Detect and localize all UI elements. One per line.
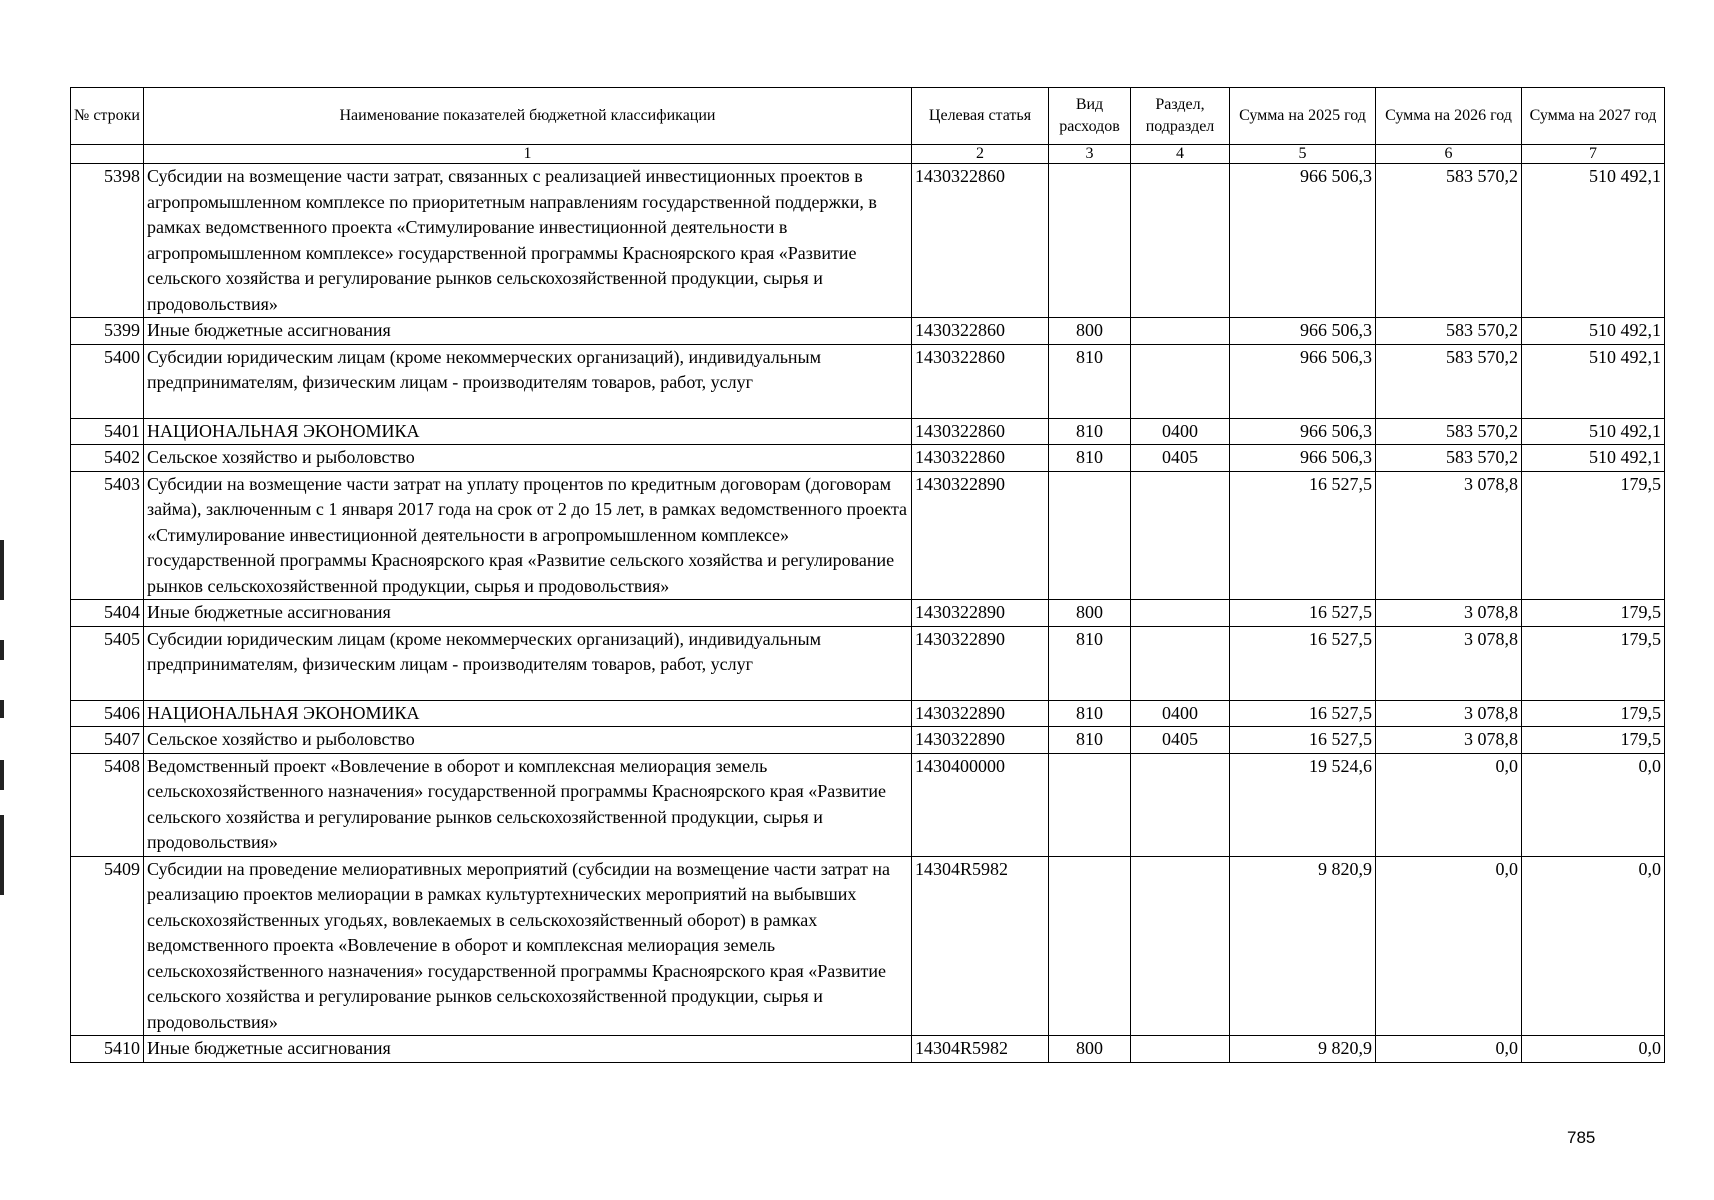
row-name: Ведомственный проект «Вовлечение в оборот и комплексная мелиорация земель сельскохозяйственного назначения» государственной программы Красноярского края «Развитие сельского хозяйства и регулирование рынков сельскохозяйственной продукции, сырья и продовольствия» [144,753,912,856]
row-sum-2025: 16 527,5 [1230,626,1376,700]
column-number [71,145,144,164]
row-section [1131,344,1230,418]
row-kind [1049,471,1131,600]
table-row [71,418,1665,445]
row-sum-2026: 3 078,8 [1376,600,1522,627]
row-number: 5403 [71,471,144,600]
row-sum-2025: 966 506,3 [1230,318,1376,345]
column-number: 6 [1376,145,1522,164]
row-section [1131,856,1230,1036]
header-section: Раздел, подраздел [1131,88,1230,145]
row-sum-2025: 9 820,9 [1230,1036,1376,1063]
table-row [71,1036,1665,1063]
row-name: Субсидии юридическим лицам (кроме некоммерческих организаций), индивидуальным предпринимателям, физическим лицам - производителям товаров, работ, услуг [144,344,912,418]
row-kind: 800 [1049,1036,1131,1063]
table-row [71,727,1665,754]
row-sum-2026: 3 078,8 [1376,471,1522,600]
row-sum-2026: 583 570,2 [1376,164,1522,318]
row-name: Иные бюджетные ассигнования [144,318,912,345]
scan-edge-mark [0,640,4,660]
row-sum-2025: 16 527,5 [1230,727,1376,754]
header-sum-2025: Сумма на 2025 год [1230,88,1376,145]
row-kind [1049,856,1131,1036]
row-name: Субсидии на возмещение части затрат, связанных с реализацией инвестиционных проектов в агропромышленном комплексе по приоритетным направлениям государственной поддержки, в рамках ведомственного проекта «Стимулирование инвестиционной деятельности в агропромышленном комплексе» государственной программы Красноярского края «Развитие сельского хозяйства и регулирование рынков сельскохозяйственной продукции, сырья и продовольствия» [144,164,912,318]
row-kind: 810 [1049,445,1131,472]
row-target: 1430322890 [912,471,1049,600]
row-target: 1430322890 [912,600,1049,627]
row-sum-2026: 583 570,2 [1376,445,1522,472]
scan-edge-mark [0,700,4,718]
row-section [1131,753,1230,856]
row-sum-2025: 19 524,6 [1230,753,1376,856]
row-sum-2025: 966 506,3 [1230,445,1376,472]
row-number: 5402 [71,445,144,472]
row-section: 0400 [1131,700,1230,727]
row-sum-2027: 510 492,1 [1522,445,1665,472]
row-section: 0400 [1131,418,1230,445]
row-sum-2027: 0,0 [1522,856,1665,1036]
row-kind: 810 [1049,626,1131,700]
row-target: 1430400000 [912,753,1049,856]
row-kind: 800 [1049,600,1131,627]
table-row [71,856,1665,1036]
row-section [1131,164,1230,318]
row-name: Сельское хозяйство и рыболовство [144,445,912,472]
row-section: 0405 [1131,445,1230,472]
page-number: 785 [1567,1128,1596,1147]
row-sum-2025: 966 506,3 [1230,164,1376,318]
column-number: 4 [1131,145,1230,164]
row-name: Иные бюджетные ассигнования [144,1036,912,1063]
row-name: Субсидии на проведение мелиоративных мероприятий (субсидии на возмещение части затрат на реализацию проектов мелиорации в рамках культуртехнических мероприятий на выбывших сельскохозяйственных угодьях, вовлекаемых в сельскохозяйственный оборот) в рамках ведомственного проекта «Вовлечение в оборот и комплексная мелиорация земель сельскохозяйственного назначения» государственной программы Красноярского края «Развитие сельского хозяйства и регулирование рынков сельскохозяйственной продукции, сырья и продовольствия» [144,856,912,1036]
header-kind: Вид расходов [1049,88,1131,145]
row-target: 1430322860 [912,164,1049,318]
column-number: 3 [1049,145,1131,164]
row-section: 0405 [1131,727,1230,754]
row-sum-2026: 0,0 [1376,753,1522,856]
table-row [71,600,1665,627]
row-number: 5408 [71,753,144,856]
row-name: НАЦИОНАЛЬНАЯ ЭКОНОМИКА [144,700,912,727]
table-row [71,445,1665,472]
row-target: 1430322890 [912,700,1049,727]
row-target: 1430322860 [912,318,1049,345]
row-section [1131,626,1230,700]
row-sum-2027: 510 492,1 [1522,318,1665,345]
row-sum-2025: 16 527,5 [1230,471,1376,600]
row-kind: 810 [1049,344,1131,418]
row-sum-2027: 510 492,1 [1522,344,1665,418]
budget-page [70,87,1664,1063]
row-sum-2026: 583 570,2 [1376,344,1522,418]
header-sum-2026: Сумма на 2026 год [1376,88,1522,145]
row-name: Субсидии юридическим лицам (кроме некоммерческих организаций), индивидуальным предпринимателям, физическим лицам - производителям товаров, работ, услуг [144,626,912,700]
row-sum-2026: 583 570,2 [1376,318,1522,345]
row-sum-2027: 179,5 [1522,700,1665,727]
row-number: 5407 [71,727,144,754]
row-sum-2025: 16 527,5 [1230,600,1376,627]
row-section [1131,318,1230,345]
row-kind: 810 [1049,727,1131,754]
row-number: 5401 [71,418,144,445]
row-section [1131,471,1230,600]
row-sum-2026: 3 078,8 [1376,700,1522,727]
table-row [71,626,1665,700]
table-row [71,471,1665,600]
row-kind: 810 [1049,418,1131,445]
table-row [71,318,1665,345]
column-number-row [71,145,1665,164]
row-target: 1430322890 [912,727,1049,754]
table-row [71,753,1665,856]
table-row [71,344,1665,418]
header-row-no: № строки [71,88,144,145]
row-section [1131,1036,1230,1063]
row-target: 14304R5982 [912,856,1049,1036]
header-name: Наименование показателей бюджетной классификации [144,88,912,145]
column-number: 5 [1230,145,1376,164]
scan-edge-mark [0,760,4,790]
table-row [71,164,1665,318]
row-sum-2025: 16 527,5 [1230,700,1376,727]
row-number: 5404 [71,600,144,627]
row-kind: 810 [1049,700,1131,727]
row-section [1131,600,1230,627]
row-sum-2025: 9 820,9 [1230,856,1376,1036]
table-row [71,700,1665,727]
row-sum-2025: 966 506,3 [1230,344,1376,418]
row-sum-2027: 179,5 [1522,626,1665,700]
row-kind [1049,753,1131,856]
row-sum-2025: 966 506,3 [1230,418,1376,445]
row-number: 5405 [71,626,144,700]
header-row [71,88,1665,145]
row-number: 5400 [71,344,144,418]
row-sum-2026: 0,0 [1376,1036,1522,1063]
row-target: 1430322890 [912,626,1049,700]
row-kind: 800 [1049,318,1131,345]
row-sum-2027: 510 492,1 [1522,418,1665,445]
row-sum-2027: 0,0 [1522,753,1665,856]
row-target: 1430322860 [912,418,1049,445]
row-target: 14304R5982 [912,1036,1049,1063]
row-target: 1430322860 [912,344,1049,418]
row-sum-2027: 179,5 [1522,471,1665,600]
row-number: 5409 [71,856,144,1036]
row-name: Сельское хозяйство и рыболовство [144,727,912,754]
row-number: 5399 [71,318,144,345]
column-number: 2 [912,145,1049,164]
column-number: 7 [1522,145,1665,164]
budget-table [70,87,1665,1063]
row-sum-2026: 0,0 [1376,856,1522,1036]
row-number: 5406 [71,700,144,727]
row-name: НАЦИОНАЛЬНАЯ ЭКОНОМИКА [144,418,912,445]
row-name: Субсидии на возмещение части затрат на уплату процентов по кредитным договорам (договорам займа), заключенным с 1 января 2017 года на срок от 2 до 15 лет, в рамках ведомственного проекта «Стимулирование инвестиционной деятельности в агропромышленном комплексе» государственной программы Красноярского края «Развитие сельского хозяйства и регулирование рынков сельскохозяйственной продукции, сырья и продовольствия» [144,471,912,600]
row-sum-2027: 510 492,1 [1522,164,1665,318]
row-target: 1430322860 [912,445,1049,472]
row-sum-2027: 179,5 [1522,727,1665,754]
row-sum-2027: 179,5 [1522,600,1665,627]
row-number: 5410 [71,1036,144,1063]
scan-edge-mark [0,540,4,600]
row-kind [1049,164,1131,318]
row-sum-2026: 3 078,8 [1376,727,1522,754]
scan-edge-mark [0,815,4,895]
row-sum-2026: 583 570,2 [1376,418,1522,445]
header-sum-2027: Сумма на 2027 год [1522,88,1665,145]
row-number: 5398 [71,164,144,318]
row-sum-2027: 0,0 [1522,1036,1665,1063]
row-sum-2026: 3 078,8 [1376,626,1522,700]
row-name: Иные бюджетные ассигнования [144,600,912,627]
header-target: Целевая статья [912,88,1049,145]
column-number: 1 [144,145,912,164]
